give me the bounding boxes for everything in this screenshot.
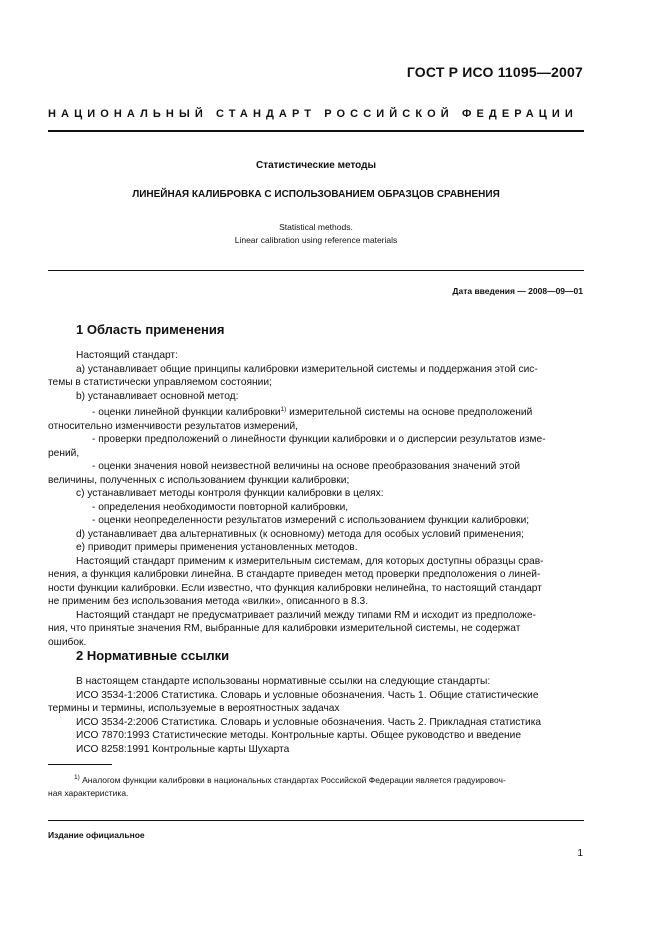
footnote-mark: 1) [74,774,80,781]
paragraph-line: нения, а функция калибровки линейна. В стандарте приведен метод проверки предположения о линей- [48,569,541,580]
sub-item: - определения необходимости повторной калибровки, [92,501,349,513]
text-span: - оценки линейной функции калибровки [92,407,281,418]
sub-item: - проверки предположений о линейности функции калибровки и о дисперсии результатов изме- [92,434,546,445]
section-2-body [48,675,584,756]
footnote [48,771,584,800]
footnote-line [48,771,584,787]
list-item-c: с) устанавливает методы контроля функции калибровки в целях: [76,488,384,499]
paragraph-line: ошибок. [48,636,87,648]
paragraph-line: ния, что принятые значения RM, выбранные для калибровки измерительной системы, не содержат [48,623,521,634]
reference-item: ИСО 7870:1993 Статистические методы. Контрольные карты. Общее руководство и введение [76,730,522,741]
paragraph-line: темы в статистически управляемом состоянии; [48,377,272,388]
sub-item: - оценки значения новой неизвестной величины на основе преобразования значений этой [92,461,521,472]
section-1-heading: 1 Область применения [76,322,225,337]
introduction-date: Дата введения — 2008—09—01 [452,286,583,296]
paragraph-line: Настоящий стандарт: [76,350,178,361]
list-item-e: е) приводит примеры применения установленных методов. [76,542,358,553]
paragraph-line: рений, [48,447,80,459]
list-item-b: b) устанавливает основной метод: [76,390,239,402]
reference-item: ИСО 3534-2:2006 Статистика. Словарь и условные обозначения. Часть 2. Прикладная статистика [76,716,542,728]
footnote-line: ная характеристика. [48,788,129,798]
national-standard-title: НАЦИОНАЛЬНЫЙ СТАНДАРТ РОССИЙСКОЙ ФЕДЕРАЦИИ [48,108,578,120]
title-divider [48,270,584,271]
paragraph-line: ности функции калибровки. Если известно, что функция калибровки нелинейна, то настоящий стандарт [48,582,542,594]
english-title-line-2: Linear calibration using reference materials [234,235,398,245]
paragraph-line: Настоящий стандарт не предусматривает различий между типами RM и исходит из предположе- [76,609,536,621]
footnote-divider [48,764,112,765]
sub-item: - оценки неопределенности результатов измерений с использованием функции калибровки; [92,515,530,526]
section-1-body [48,349,584,649]
footer-divider [48,820,584,821]
standard-number: ГОСТ Р ИСО 11095—2007 [406,64,583,80]
sub-item [76,403,584,420]
footnote-ref: 1) [280,406,287,413]
document-title: ЛИНЕЙНАЯ КАЛИБРОВКА С ИСПОЛЬЗОВАНИЕМ ОБРАЗЦОВ СРАВНЕНИЯ [132,189,500,200]
text-span: Аналогом функции калибровки в национальных стандартах Российской Федерации является градуировоч- [79,775,506,785]
section-2-heading: 2 Нормативные ссылки [76,648,230,663]
paragraph-line: термины и термины, используемые в вероятностных задачах [48,703,340,714]
header-divider [48,130,584,132]
list-item-a: а) устанавливает общие принципы калибровки измерительной системы и поддержания этой сис- [76,363,538,375]
english-title-line-1: Statistical methods. [279,222,353,232]
paragraph-line: не применим без использования метода «вилки», описанного в 8.3. [48,596,369,607]
page-number: 1 [577,848,583,859]
list-item-d: d) устанавливает два альтернативных (к основному) метода для особых условий применения; [76,528,524,540]
document-subtitle: Статистические методы [255,160,377,171]
reference-item: ИСО 8258:1991 Контрольные карты Шухарта [76,743,290,755]
paragraph-line: В настоящем стандарте использованы нормативные ссылки на следующие стандарты: [76,676,491,687]
paragraph-line: Настоящий стандарт применим к измерительным системам, для которых доступны образцы срав- [76,555,544,567]
reference-item: ИСО 3534-1:2006 Статистика. Словарь и условные обозначения. Часть 1. Общие статистические [76,689,539,701]
paragraph-line: величины, полученных с использованием функции калибровки; [48,474,350,486]
official-edition-label: Издание официальное [48,830,145,840]
text-span: измерительной системы на основе предположений [286,407,533,418]
paragraph-line: относительно изменчивости результатов измерений, [48,420,298,432]
